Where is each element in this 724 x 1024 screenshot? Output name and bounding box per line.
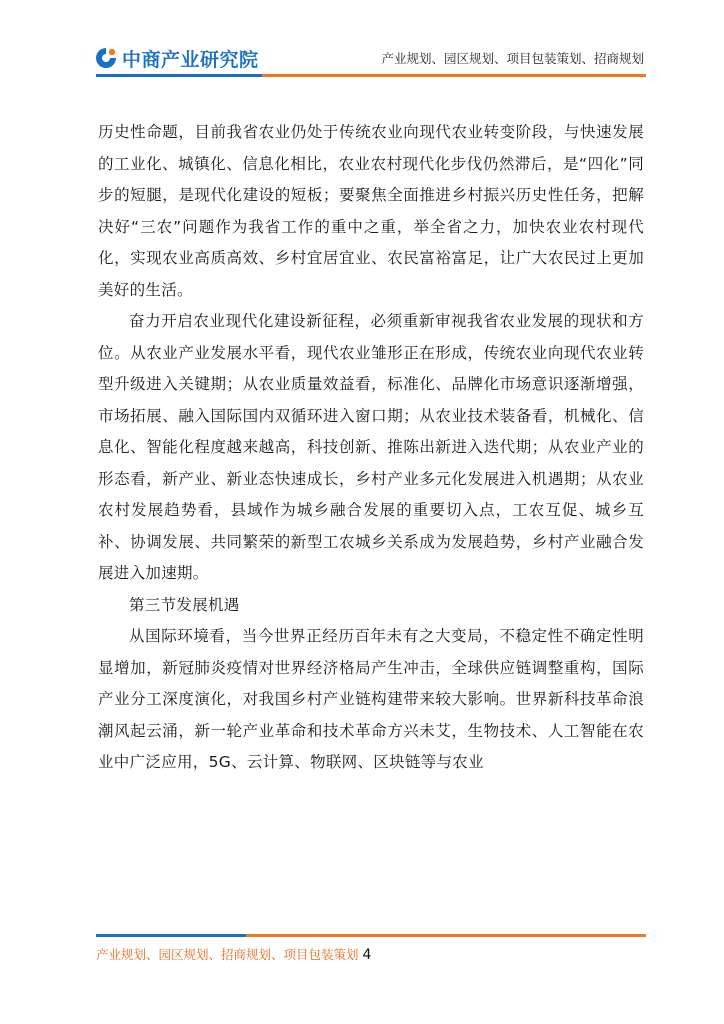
- header-rule-orange: [262, 74, 646, 77]
- page-number: 4: [362, 947, 372, 963]
- body-content: [98, 117, 644, 779]
- page-footer: [96, 945, 371, 963]
- paragraph-2: 奋力开启农业现代化建设新征程，必须重新审视我省农业发展的现状和方位。从农业产业发展水平看，现代农业雏形正在形成，传统农业向现代农业转型升级进入关键期；从农业质量效益看，标准化、品牌化市场意识逐渐增强，市场拓展、融入国际国内双循环进入窗口期；从农业技术装备看，机械化、信息化、智能化程度越来越高，科技创新、推陈出新进入迭代期；从农业产业的形态看，新产业、新业态快速成长，乡村产业多元化发展进入机遇期；从农业农村发展趋势看，县域作为城乡融合发展的重要切入点，工农互促、城乡互补、协调发展、共同繁荣的新型工农城乡关系成为发展趋势，乡村产业融合发展进入加速期。: [98, 312, 644, 582]
- section-title: 第三节发展机遇: [129, 595, 240, 614]
- logo-text: 中商产业研究院: [122, 48, 259, 71]
- paragraph-1: 历史性命题，目前我省农业仍处于传统农业向现代农业转变阶段，与快速发展的工业化、城镇化、信息化相比，农业农村现代化步伐仍然滞后，是“四化”同步的短腿，是现代化建设的短板；要聚焦全面推进乡村振兴历史性任务，把解决好“三农”问题作为我省工作的重中之重，举全省之力，加快农业农村现代化，实现农业高质高效、乡村宜居宜业、农民富裕富足，让广大农民过上更加美好的生活。: [98, 123, 644, 299]
- page-header: [0, 0, 724, 80]
- paragraph-3: 从国际环境看，当今世界正经历百年未有之大变局，不稳定性不确定性明显增加，新冠肺炎疫情对世界经济格局产生冲击，全球供应链调整重构，国际产业分工深度演化，对我国乡村产业链构建带来较大影响。世界新科技革命浪潮风起云涌，新一轮产业革命和技术革命方兴未艾，生物技术、人工智能在农业中广泛应用，5G、云计算、物联网、区块链等与农业: [98, 627, 644, 771]
- logo: [94, 44, 259, 72]
- footer-rule-orange: [246, 934, 646, 937]
- header-tagline: 产业规划、园区规划、项目包装策划、招商规划: [381, 51, 644, 66]
- header-rule-blue: [96, 74, 262, 77]
- logo-mark-icon: [94, 46, 118, 70]
- footer-rule-blue: [96, 934, 246, 937]
- footer-text: 产业规划、园区规划、招商规划、项目包装策划: [96, 947, 359, 962]
